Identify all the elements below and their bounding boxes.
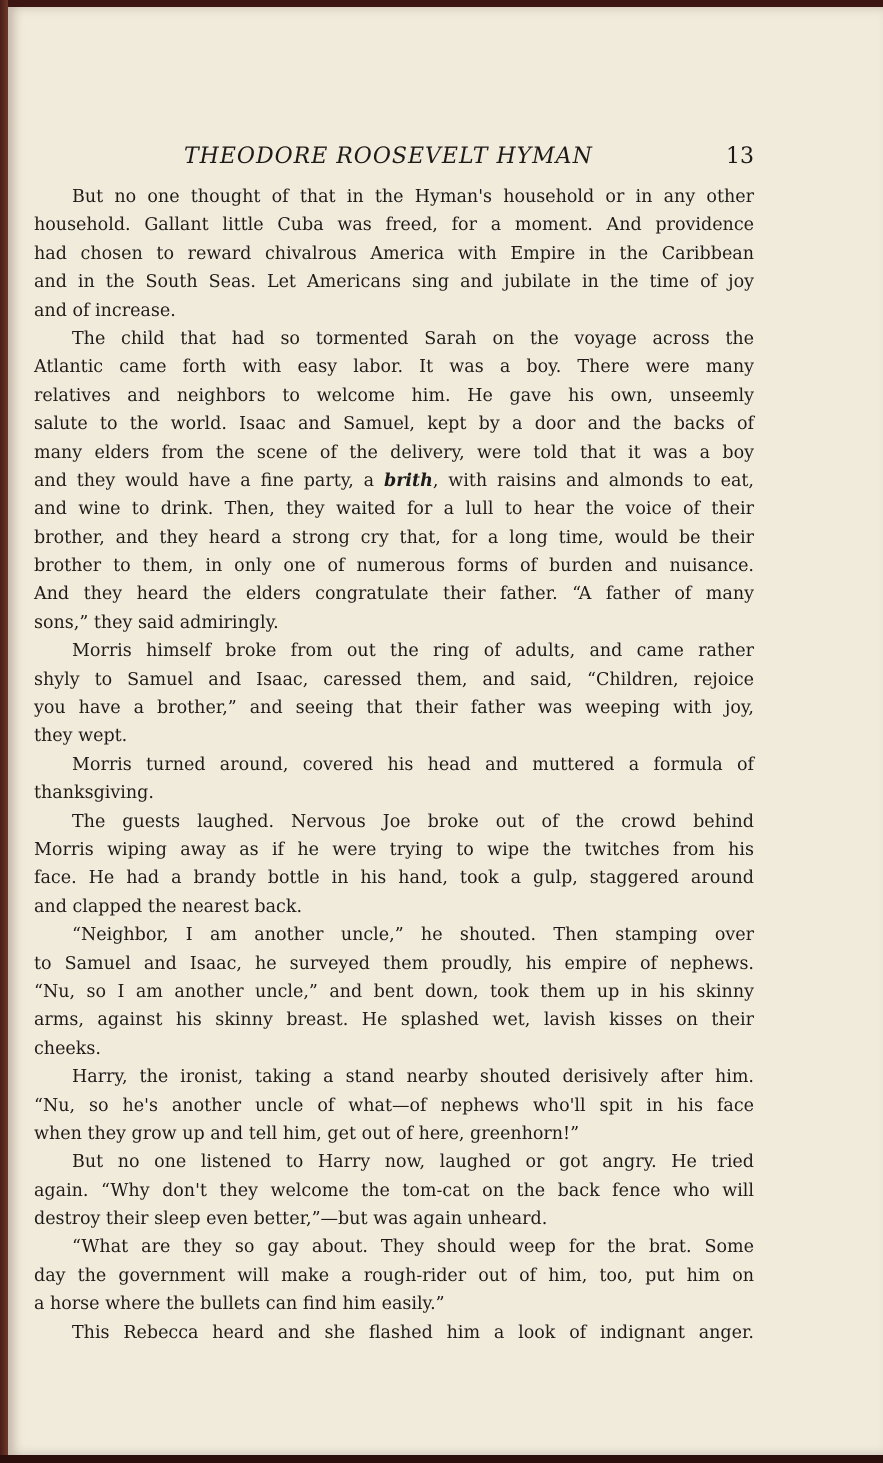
text-line: shyly to Samuel and Isaac, caressed them, and said, “Children, rejoice [34,669,754,690]
body-text [34,183,754,1347]
text-line: “Nu, so I am another uncle,” and bent down, took them up in his skinny [34,981,754,1002]
text-line: and clapped the nearest back. [34,896,303,917]
text-line: brother, and they heard a strong cry that, for a long time, would be their [34,527,754,548]
text-line: they wept. [34,726,128,747]
text-line: again. “Why don't they welcome the tom-cat on the back fence who will [34,1180,754,1201]
book-spine-edge [0,0,8,1463]
text-line: and of increase. [34,300,176,321]
text-line: Morris turned around, covered his head and muttered a formula of [72,754,754,775]
text-line: sons,” they said admiringly. [34,612,279,633]
text-line: Morris himself broke from out the ring of adults, and came rather [72,641,754,662]
text-line: But no one thought of that in the Hyman's household or in any other [72,187,754,207]
text-line: and they would have a fine party, a brith, with raisins and almonds to eat, [34,470,754,491]
italic-word: brith [383,470,433,491]
text-line: The guests laughed. Nervous Joe broke out of the crowd behind [72,811,754,832]
text-line: “What are they so gay about. They should weep for the brat. Some [72,1237,754,1258]
text-line: arms, against his skinny breast. He splashed wet, lavish kisses on their [34,1010,754,1031]
text-line: Atlantic came forth with easy labor. It was a boy. There were many [34,357,754,378]
text-line: destroy their sleep even better,”—but was again unheard. [34,1209,548,1230]
text-line: “Nu, so he's another uncle of what—of nephews who'll spit in his face [34,1095,754,1116]
text-line: when they grow up and tell him, get out of here, greenhorn!” [34,1123,580,1144]
running-title: THEODORE ROOSEVELT HYMAN [184,144,593,169]
text-line: to Samuel and Isaac, he surveyed them proudly, his empire of nephews. [34,953,754,974]
text-line: salute to the world. Isaac and Samuel, kept by a door and the backs of [34,414,754,435]
text-line: And they heard the elders congratulate their father. “A father of many [34,584,754,605]
text-line: you have a brother,” and seeing that their father was weeping with joy, [34,698,754,719]
text-line: Harry, the ironist, taking a stand nearby shouted derisively after him. [72,1067,754,1088]
text-line: relatives and neighbors to welcome him. He gave his own, unseemly [34,385,754,406]
text-line: and in the South Seas. Let Americans sing and jubilate in the time of joy [34,272,754,293]
book-page [8,7,883,1455]
text-line: a horse where the bullets can find him easily.” [34,1294,445,1315]
text-line: cheeks. [34,1038,101,1059]
text-line: thanksgiving. [34,783,154,804]
text-line: many elders from the scene of the delivery, were told that it was a boy [34,442,754,463]
text-line: “Neighbor, I am another uncle,” he shouted. Then stamping over [72,925,754,946]
text-line: and wine to drink. Then, they waited for a lull to hear the voice of their [34,499,754,520]
text-line: Morris wiping away as if he were trying to wipe the twitches from his [34,839,754,860]
running-head [8,144,883,174]
text-line: had chosen to reward chivalrous America with Empire in the Caribbean [34,243,754,264]
text-line: But no one listened to Harry now, laughed or got angry. He tried [72,1152,754,1173]
text-line: The child that had so tormented Sarah on the voyage across the [72,328,754,349]
text-line: brother to them, in only one of numerous forms of burden and nuisance. [34,556,754,577]
text-line: day the government will make a rough-rider out of him, too, put him on [34,1265,754,1286]
page-bottom-edge [0,1455,883,1463]
text-line: face. He had a brandy bottle in his hand, took a gulp, staggered around [34,868,754,889]
text-line: household. Gallant little Cuba was freed, for a moment. And providence [34,215,754,236]
page-number: 13 [726,144,754,169]
text-line: This Rebecca heard and she flashed him a look of indignant anger. [72,1322,754,1343]
